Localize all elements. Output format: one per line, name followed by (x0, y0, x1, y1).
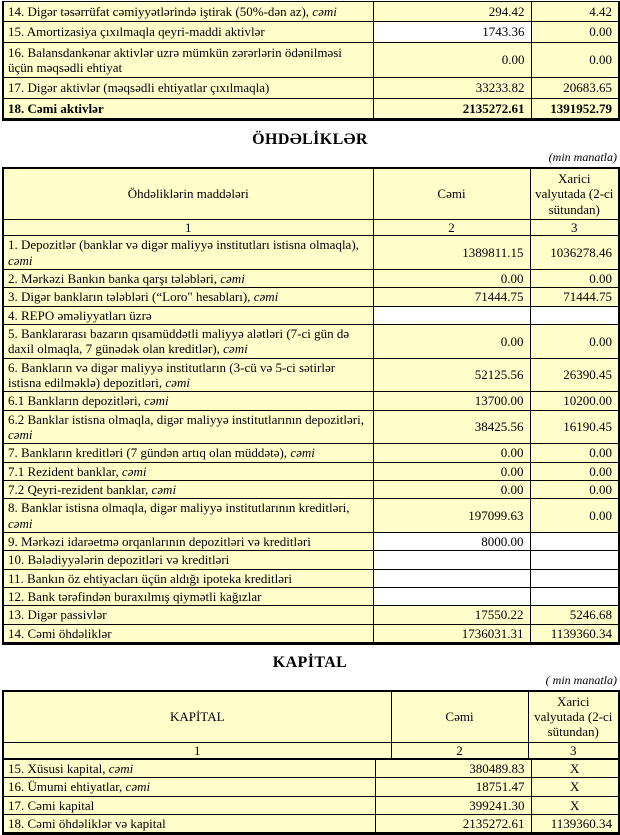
table-row (3, 444, 619, 462)
total-value-cell: 13700.00 (373, 392, 530, 410)
total-value-cell (373, 587, 530, 605)
row-label: 14. Digər təsərrüfat cəmiyyətlərində iştirak (50%-dən az), (8, 4, 313, 19)
row-label-cell (3, 269, 373, 287)
total-value-cell: 0.00 (373, 444, 530, 462)
row-label: 4. REPO əməliyyatları üzrə (8, 307, 152, 323)
row-label: 2. Mərkəzi Bankın banka qarşı tələbləri, (8, 270, 221, 286)
fx-value-cell: 1139360.34 (530, 624, 619, 643)
table-row (3, 532, 619, 550)
total-value-cell: 380489.83 (375, 760, 531, 778)
row-label: 17. Cəmi kapital (8, 797, 95, 813)
total-value-cell: 17550.22 (373, 606, 530, 624)
total-value-cell: 0.00 (373, 42, 531, 78)
row-label-cell (3, 288, 373, 306)
row-label-italic-suffix: cəmi (220, 270, 245, 286)
fx-value-cell: 0.00 (531, 22, 619, 42)
row-label-italic-suffix: cəmi (165, 374, 190, 390)
balance-sheet-page (0, 1, 620, 835)
fx-value-cell: 0.00 (530, 324, 619, 358)
row-label: 1. Depozitlər (banklar və digər maliyyə institutları istisna olmaqla), (8, 237, 359, 253)
row-label-cell (3, 532, 373, 550)
column-index-3: 3 (528, 742, 619, 758)
fx-value-cell: 1391952.79 (531, 98, 619, 119)
row-label-cell (3, 796, 375, 814)
row-label-italic-suffix: cəmi (121, 463, 147, 479)
row-label: 14. Cəmi öhdəliklər (8, 625, 112, 641)
liabilities-index-row (3, 219, 619, 235)
total-value-cell: 1736031.31 (373, 624, 530, 643)
table-row (3, 98, 619, 119)
fx-value-cell: X (531, 796, 619, 814)
row-label-cell (3, 462, 373, 480)
total-value-cell: 71444.75 (373, 288, 530, 306)
table-row (3, 587, 619, 605)
row-label: 12. Bank tərəfindən buraxılmış qiymətli kağızlar (8, 588, 262, 604)
total-value-cell: 33233.82 (373, 78, 531, 98)
row-label-cell (3, 778, 375, 796)
row-label: 13. Digər passivlər (8, 607, 107, 623)
row-label-italic-suffix: cəmi (108, 761, 134, 777)
row-label: 6.2 Banklar istisna olmaqla, digər maliyyə institutlarının depozitləri, (8, 411, 364, 427)
row-label-cell (3, 624, 373, 643)
total-value-cell: 0.00 (373, 480, 530, 498)
column-index-1: 1 (3, 742, 391, 758)
table-row (3, 624, 619, 643)
fx-value-cell: 71444.75 (530, 288, 619, 306)
total-value-cell: 197099.63 (373, 499, 530, 533)
fx-value-cell: 0.00 (530, 462, 619, 480)
row-label-cell (3, 392, 373, 410)
row-label: 7.2 Qeyri-rezident banklar, (8, 481, 152, 497)
total-value-cell: 0.00 (373, 324, 530, 358)
total-value-cell: 294.42 (373, 2, 531, 22)
table-row (3, 796, 619, 814)
total-value-cell: 1743.36 (373, 22, 531, 42)
row-label-italic-suffix: cəmi (8, 426, 33, 442)
total-value-cell: 1389811.15 (373, 236, 530, 270)
liabilities-header-row (3, 168, 619, 219)
row-label-cell (3, 98, 373, 119)
table-row (3, 2, 619, 22)
total-value-cell: 52125.56 (373, 358, 530, 392)
capital-index-row (3, 742, 619, 758)
fx-value-cell: 0.00 (530, 499, 619, 533)
liabilities-section-title: ÖHDƏLİKLƏR (252, 130, 368, 148)
row-label-cell (3, 324, 373, 358)
total-value-cell: 0.00 (373, 462, 530, 480)
fx-value-cell (530, 587, 619, 605)
fx-value-cell (530, 569, 619, 587)
row-label: 18. Cəmi aktivlər (8, 100, 104, 116)
row-label: 7.1 Rezident banklar, (8, 463, 122, 479)
table-row (3, 569, 619, 587)
row-label-italic-suffix: cəmi (125, 779, 151, 795)
fx-value-cell: 0.00 (530, 269, 619, 287)
fx-value-cell (530, 306, 619, 324)
table-row (3, 392, 619, 410)
row-label: 6. Bankların və digər maliyyə institutların (3-cü və 5-ci sətirlər istisna edilməklə) depozitləri, (8, 359, 336, 390)
column-index-2: 2 (373, 219, 530, 235)
row-label: 17. Digər aktivlər (məqsədli ehtiyatlar çıxılmaqla) (8, 80, 270, 96)
row-label-cell (3, 551, 373, 569)
row-label-cell (3, 499, 373, 533)
capital-header-fx: Xarici valyutada (2-ci sütundan) (528, 691, 619, 742)
row-label-cell (3, 410, 373, 444)
row-label: 7. Bankların kreditləri (7 gündən artıq olan müddətə), (8, 445, 291, 461)
liabilities-unit-note: (min manatla) (548, 149, 617, 164)
total-value-cell: 38425.56 (373, 410, 530, 444)
row-label-cell (3, 236, 373, 270)
row-label-italic-suffix: cəmi (223, 341, 248, 357)
assets-table (2, 1, 620, 121)
table-row (3, 606, 619, 624)
row-label-italic-suffix: cəmi (8, 515, 33, 531)
table-row (3, 462, 619, 480)
row-label: 8. Banklar istisna olmaqla, digər maliyyə institutlarının kreditləri, (8, 500, 350, 516)
total-value-cell: 18751.47 (375, 778, 531, 796)
column-index-3: 3 (530, 219, 619, 235)
capital-table-header (2, 690, 620, 759)
table-row (3, 324, 619, 358)
fx-value-cell: 1139360.34 (531, 815, 619, 834)
table-row (3, 410, 619, 444)
row-label: 15. Xüsusi kapital, (8, 761, 109, 777)
row-label-cell (3, 760, 375, 778)
total-value-cell: 0.00 (373, 269, 530, 287)
total-value-cell: 2135272.61 (375, 815, 531, 834)
fx-value-cell: 5246.68 (530, 606, 619, 624)
table-row (3, 269, 619, 287)
row-label: 11. Bankın öz ehtiyacları üçün aldığı ipoteka kreditləri (8, 570, 292, 586)
row-label: 15. Amortizasiya çıxılmaqla qeyri-maddi aktivlər (8, 24, 265, 40)
fx-value-cell: 0.00 (530, 480, 619, 498)
row-label-cell (3, 2, 373, 22)
row-label-cell (3, 480, 373, 498)
capital-section-title: KAPİTAL (272, 653, 348, 671)
row-label: 10. Bələdiyyələrin depozitləri və kreditləri (8, 552, 230, 568)
row-label-italic-suffix: cəmi (253, 289, 279, 305)
table-row (3, 306, 619, 324)
row-label-cell (3, 22, 373, 42)
total-value-cell (373, 569, 530, 587)
row-label-italic-suffix: cəmi (8, 252, 33, 268)
table-row (3, 78, 619, 98)
row-label: 16. Balansdankənar aktivlər uzrə mümkün zərərlərin ödənilməsi üçün məqsədli ehtiyat (8, 44, 342, 75)
row-label-cell (3, 815, 375, 834)
capital-header-total: Cəmi (391, 691, 528, 742)
capital-header-items: KAPİTAL (3, 691, 391, 742)
row-label-cell (3, 569, 373, 587)
liabilities-table (2, 167, 620, 645)
row-label: 16. Ümumi ehtiyatlar, (8, 779, 126, 795)
table-row (3, 480, 619, 498)
fx-value-cell (530, 551, 619, 569)
table-row (3, 236, 619, 270)
capital-header-row (3, 691, 619, 742)
table-row (3, 551, 619, 569)
row-label: 6.1 Bankların depozitləri, (8, 393, 145, 409)
capital-unit-note: ( min manatla) (545, 672, 617, 687)
fx-value-cell: 20683.65 (531, 78, 619, 98)
row-label-cell (3, 444, 373, 462)
total-value-cell: 399241.30 (375, 796, 531, 814)
total-value-cell (373, 306, 530, 324)
liabilities-header-items: Öhdəliklərin maddələri (3, 168, 373, 219)
row-label-cell (3, 78, 373, 98)
fx-value-cell: 0.00 (530, 444, 619, 462)
row-label-cell (3, 42, 373, 78)
fx-value-cell: 10200.00 (530, 392, 619, 410)
column-index-2: 2 (391, 742, 528, 758)
total-value-cell (373, 551, 530, 569)
total-value-cell: 8000.00 (373, 532, 530, 550)
table-row (3, 778, 619, 796)
row-label-cell (3, 587, 373, 605)
row-label: 3. Digər bankların tələbləri (“Loro" hesabları), (8, 289, 254, 305)
fx-value-cell: 26390.45 (530, 358, 619, 392)
fx-value-cell: X (531, 760, 619, 778)
fx-value-cell: X (531, 778, 619, 796)
row-label-italic-suffix: cəmi (312, 4, 337, 19)
fx-value-cell: 16190.45 (530, 410, 619, 444)
table-row (3, 22, 619, 42)
liabilities-header-total: Cəmi (373, 168, 530, 219)
row-label-italic-suffix: cəmi (144, 393, 169, 409)
table-row (3, 288, 619, 306)
row-label: 18. Cəmi öhdəliklər və kapital (8, 816, 166, 832)
fx-value-cell: 1036278.46 (530, 236, 619, 270)
fx-value-cell: 0.00 (531, 42, 619, 78)
row-label: 5. Banklararası bazarın qısamüddətli maliyyə alətləri (7-ci gün də daxil olmaqla, 7 günədək olan kreditlər), (8, 325, 350, 357)
total-value-cell: 2135272.61 (373, 98, 531, 119)
row-label: 9. Mərkəzi idarəetmə orqanlarının depozitləri və kreditləri (8, 533, 311, 549)
fx-value-cell: 4.42 (531, 2, 619, 22)
row-label-cell (3, 306, 373, 324)
row-label-cell (3, 606, 373, 624)
column-index-1: 1 (3, 219, 373, 235)
fx-value-cell (530, 532, 619, 550)
table-row (3, 358, 619, 392)
row-label-cell (3, 358, 373, 392)
row-label-italic-suffix: cəmi (290, 445, 315, 461)
table-row (3, 760, 619, 778)
capital-table (2, 759, 620, 835)
table-row (3, 815, 619, 834)
table-row (3, 499, 619, 533)
table-row (3, 42, 619, 78)
liabilities-header-fx: Xarici valyutada (2-ci sütundan) (530, 168, 619, 219)
row-label-italic-suffix: cəmi (151, 481, 177, 497)
